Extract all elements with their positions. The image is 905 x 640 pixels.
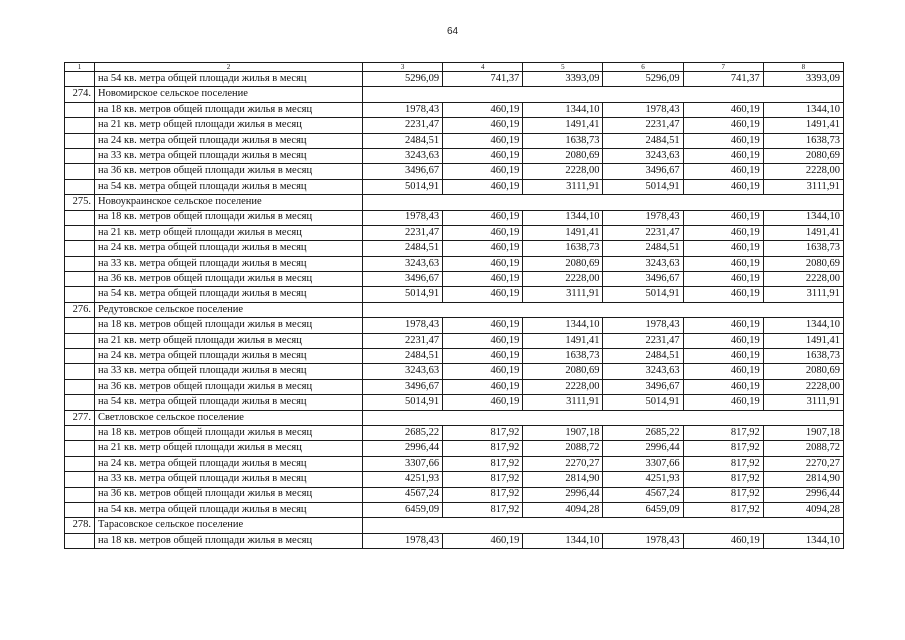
value-cell: 2228,00 [763, 379, 843, 394]
row-description: на 21 кв. метр общей площади жилья в месяц [95, 225, 363, 240]
row-number-cell [65, 210, 95, 225]
table-row [65, 395, 844, 410]
section-title: Новоукраинское сельское поселение [95, 195, 363, 210]
table-row [65, 472, 844, 487]
value-cell: 817,92 [683, 441, 763, 456]
section-number: 277. [65, 410, 95, 425]
value-cell: 3243,63 [603, 364, 683, 379]
value-cell: 4567,24 [363, 487, 443, 502]
table-row [65, 133, 844, 148]
value-cell: 1344,10 [523, 318, 603, 333]
value-cell: 460,19 [683, 118, 763, 133]
value-cell: 1907,18 [523, 425, 603, 440]
value-cell: 2484,51 [363, 241, 443, 256]
section-row [65, 195, 844, 210]
value-cell: 460,19 [683, 533, 763, 548]
value-cell: 460,19 [683, 395, 763, 410]
table-row [65, 318, 844, 333]
value-cell: 460,19 [443, 225, 523, 240]
row-description: на 24 кв. метра общей площади жилья в месяц [95, 133, 363, 148]
row-description: на 21 кв. метр общей площади жилья в месяц [95, 118, 363, 133]
value-cell: 3307,66 [603, 456, 683, 471]
section-title: Светловское сельское поселение [95, 410, 363, 425]
value-cell: 5014,91 [603, 179, 683, 194]
section-blank-cell [363, 302, 844, 317]
value-cell: 460,19 [443, 102, 523, 117]
row-number-cell [65, 487, 95, 502]
value-cell: 1491,41 [523, 333, 603, 348]
value-cell: 3393,09 [763, 72, 843, 87]
row-number-cell [65, 225, 95, 240]
value-cell: 817,92 [443, 472, 523, 487]
row-description: на 21 кв. метр общей площади жилья в месяц [95, 441, 363, 456]
row-description: на 18 кв. метров общей площади жилья в месяц [95, 318, 363, 333]
value-cell: 1491,41 [763, 118, 843, 133]
row-description: на 54 кв. метра общей площади жилья в месяц [95, 502, 363, 517]
value-cell: 4251,93 [363, 472, 443, 487]
value-cell: 460,19 [683, 333, 763, 348]
tariff-table-body [65, 63, 844, 549]
row-number-cell [65, 256, 95, 271]
row-description: на 33 кв. метра общей площади жилья в месяц [95, 148, 363, 163]
table-row [65, 210, 844, 225]
column-number: 2 [95, 63, 363, 72]
value-cell: 460,19 [683, 256, 763, 271]
value-cell: 460,19 [683, 364, 763, 379]
value-cell: 2231,47 [363, 333, 443, 348]
section-number: 274. [65, 87, 95, 102]
row-number-cell [65, 133, 95, 148]
value-cell: 2080,69 [523, 256, 603, 271]
value-cell: 2088,72 [523, 441, 603, 456]
value-cell: 2080,69 [763, 148, 843, 163]
value-cell: 1638,73 [523, 241, 603, 256]
value-cell: 817,92 [443, 502, 523, 517]
value-cell: 1978,43 [603, 533, 683, 548]
row-description: на 18 кв. метров общей площади жилья в месяц [95, 425, 363, 440]
value-cell: 1978,43 [603, 318, 683, 333]
value-cell: 3307,66 [363, 456, 443, 471]
value-cell: 2231,47 [363, 225, 443, 240]
column-number: 6 [603, 63, 683, 72]
row-number-cell [65, 379, 95, 394]
section-number: 278. [65, 518, 95, 533]
row-number-cell [65, 318, 95, 333]
row-number-cell [65, 287, 95, 302]
value-cell: 741,37 [683, 72, 763, 87]
section-number: 276. [65, 302, 95, 317]
value-cell: 2484,51 [603, 241, 683, 256]
row-number-cell [65, 456, 95, 471]
value-cell: 2228,00 [763, 272, 843, 287]
value-cell: 1344,10 [763, 533, 843, 548]
value-cell: 2080,69 [763, 364, 843, 379]
value-cell: 817,92 [443, 441, 523, 456]
value-cell: 817,92 [443, 487, 523, 502]
section-row [65, 410, 844, 425]
value-cell: 817,92 [443, 425, 523, 440]
value-cell: 2996,44 [603, 441, 683, 456]
value-cell: 460,19 [443, 333, 523, 348]
section-row [65, 87, 844, 102]
value-cell: 5014,91 [363, 395, 443, 410]
column-number: 8 [763, 63, 843, 72]
value-cell: 460,19 [683, 164, 763, 179]
value-cell: 5014,91 [363, 179, 443, 194]
row-description: на 54 кв. метра общей площади жилья в месяц [95, 395, 363, 410]
value-cell: 817,92 [683, 425, 763, 440]
value-cell: 460,19 [683, 379, 763, 394]
row-number-cell [65, 333, 95, 348]
value-cell: 460,19 [683, 102, 763, 117]
row-description: на 18 кв. метров общей площади жилья в месяц [95, 210, 363, 225]
section-title: Новомирское сельское поселение [95, 87, 363, 102]
value-cell: 460,19 [683, 287, 763, 302]
row-number-cell [65, 349, 95, 364]
column-number: 5 [523, 63, 603, 72]
value-cell: 460,19 [443, 287, 523, 302]
value-cell: 1491,41 [523, 225, 603, 240]
value-cell: 1978,43 [363, 318, 443, 333]
value-cell: 2228,00 [523, 164, 603, 179]
value-cell: 3243,63 [363, 148, 443, 163]
row-description: на 24 кв. метра общей площади жилья в месяц [95, 456, 363, 471]
value-cell: 2228,00 [763, 164, 843, 179]
section-blank-cell [363, 195, 844, 210]
row-number-cell [65, 118, 95, 133]
table-row [65, 72, 844, 87]
value-cell: 2484,51 [363, 133, 443, 148]
page-number: 64 [446, 26, 459, 37]
table-row [65, 225, 844, 240]
section-title: Редутовское сельское поселение [95, 302, 363, 317]
table-row [65, 148, 844, 163]
table-row [65, 272, 844, 287]
row-number-cell [65, 533, 95, 548]
value-cell: 5296,09 [363, 72, 443, 87]
value-cell: 3496,67 [603, 164, 683, 179]
row-number-cell [65, 441, 95, 456]
tariff-table [64, 62, 844, 549]
row-description: на 33 кв. метра общей площади жилья в месяц [95, 256, 363, 271]
table-row [65, 333, 844, 348]
value-cell: 6459,09 [363, 502, 443, 517]
value-cell: 817,92 [683, 487, 763, 502]
value-cell: 460,19 [683, 349, 763, 364]
table-row [65, 379, 844, 394]
column-number-row [65, 63, 844, 72]
value-cell: 2080,69 [523, 364, 603, 379]
value-cell: 2814,90 [523, 472, 603, 487]
value-cell: 460,19 [683, 179, 763, 194]
value-cell: 460,19 [683, 241, 763, 256]
value-cell: 1978,43 [603, 210, 683, 225]
value-cell: 2996,44 [523, 487, 603, 502]
value-cell: 2231,47 [603, 333, 683, 348]
value-cell: 817,92 [683, 502, 763, 517]
row-description: на 54 кв. метра общей площади жилья в месяц [95, 287, 363, 302]
value-cell: 2685,22 [363, 425, 443, 440]
row-description: на 36 кв. метров общей площади жилья в месяц [95, 379, 363, 394]
value-cell: 460,19 [443, 118, 523, 133]
value-cell: 2080,69 [763, 256, 843, 271]
value-cell: 1344,10 [523, 102, 603, 117]
value-cell: 1638,73 [523, 349, 603, 364]
value-cell: 6459,09 [603, 502, 683, 517]
section-title: Тарасовское сельское поселение [95, 518, 363, 533]
section-number: 275. [65, 195, 95, 210]
column-number: 3 [363, 63, 443, 72]
value-cell: 460,19 [443, 395, 523, 410]
value-cell: 4094,28 [523, 502, 603, 517]
value-cell: 4251,93 [603, 472, 683, 487]
value-cell: 3393,09 [523, 72, 603, 87]
value-cell: 460,19 [443, 133, 523, 148]
value-cell: 1978,43 [603, 102, 683, 117]
value-cell: 3496,67 [363, 379, 443, 394]
table-row [65, 364, 844, 379]
table-row [65, 287, 844, 302]
table-row [65, 241, 844, 256]
value-cell: 1344,10 [763, 210, 843, 225]
row-description: на 54 кв. метра общей площади жилья в месяц [95, 72, 363, 87]
row-description: на 36 кв. метров общей площади жилья в месяц [95, 272, 363, 287]
value-cell: 460,19 [443, 256, 523, 271]
value-cell: 5014,91 [363, 287, 443, 302]
section-row [65, 302, 844, 317]
table-row [65, 456, 844, 471]
row-description: на 21 кв. метр общей площади жилья в месяц [95, 333, 363, 348]
value-cell: 460,19 [683, 148, 763, 163]
value-cell: 3496,67 [363, 272, 443, 287]
value-cell: 460,19 [443, 379, 523, 394]
value-cell: 3243,63 [603, 148, 683, 163]
table-row [65, 118, 844, 133]
value-cell: 1978,43 [363, 210, 443, 225]
row-description: на 18 кв. метров общей площади жилья в месяц [95, 102, 363, 117]
table-row [65, 349, 844, 364]
table-row [65, 179, 844, 194]
row-description: на 33 кв. метра общей площади жилья в месяц [95, 364, 363, 379]
value-cell: 460,19 [683, 225, 763, 240]
value-cell: 5014,91 [603, 287, 683, 302]
row-number-cell [65, 164, 95, 179]
value-cell: 460,19 [683, 272, 763, 287]
section-row [65, 518, 844, 533]
value-cell: 817,92 [443, 456, 523, 471]
value-cell: 2270,27 [763, 456, 843, 471]
value-cell: 2484,51 [603, 349, 683, 364]
row-description: на 18 кв. метров общей площади жилья в месяц [95, 533, 363, 548]
section-blank-cell [363, 518, 844, 533]
row-number-cell [65, 425, 95, 440]
row-number-cell [65, 364, 95, 379]
value-cell: 1638,73 [763, 349, 843, 364]
value-cell: 2685,22 [603, 425, 683, 440]
value-cell: 2231,47 [603, 225, 683, 240]
value-cell: 2270,27 [523, 456, 603, 471]
row-description: на 24 кв. метра общей площади жилья в месяц [95, 241, 363, 256]
value-cell: 2228,00 [523, 379, 603, 394]
value-cell: 1638,73 [763, 241, 843, 256]
table-row [65, 533, 844, 548]
value-cell: 2996,44 [363, 441, 443, 456]
value-cell: 2814,90 [763, 472, 843, 487]
value-cell: 2231,47 [363, 118, 443, 133]
value-cell: 3243,63 [363, 256, 443, 271]
value-cell: 4567,24 [603, 487, 683, 502]
table-row [65, 256, 844, 271]
value-cell: 5014,91 [603, 395, 683, 410]
value-cell: 460,19 [443, 272, 523, 287]
value-cell: 1978,43 [363, 102, 443, 117]
row-number-cell [65, 148, 95, 163]
value-cell: 3111,91 [763, 395, 843, 410]
row-number-cell [65, 241, 95, 256]
value-cell: 1978,43 [363, 533, 443, 548]
value-cell: 3111,91 [763, 287, 843, 302]
value-cell: 2231,47 [603, 118, 683, 133]
value-cell: 3111,91 [523, 395, 603, 410]
row-number-cell [65, 272, 95, 287]
value-cell: 2484,51 [603, 133, 683, 148]
value-cell: 1638,73 [523, 133, 603, 148]
section-blank-cell [363, 410, 844, 425]
value-cell: 1907,18 [763, 425, 843, 440]
value-cell: 460,19 [443, 164, 523, 179]
value-cell: 1344,10 [763, 318, 843, 333]
value-cell: 3496,67 [603, 379, 683, 394]
value-cell: 460,19 [443, 533, 523, 548]
column-number: 4 [443, 63, 523, 72]
row-description: на 33 кв. метра общей площади жилья в месяц [95, 472, 363, 487]
row-description: на 36 кв. метров общей площади жилья в месяц [95, 164, 363, 179]
value-cell: 3111,91 [523, 179, 603, 194]
value-cell: 460,19 [443, 148, 523, 163]
table-row [65, 164, 844, 179]
row-number-cell [65, 179, 95, 194]
value-cell: 4094,28 [763, 502, 843, 517]
section-blank-cell [363, 87, 844, 102]
row-description: на 24 кв. метра общей площади жилья в месяц [95, 349, 363, 364]
column-number: 1 [65, 63, 95, 72]
row-description: на 36 кв. метров общей площади жилья в месяц [95, 487, 363, 502]
value-cell: 5296,09 [603, 72, 683, 87]
row-number-cell [65, 472, 95, 487]
value-cell: 460,19 [683, 133, 763, 148]
value-cell: 460,19 [443, 241, 523, 256]
value-cell: 2484,51 [363, 349, 443, 364]
value-cell: 2080,69 [523, 148, 603, 163]
row-number-cell [65, 502, 95, 517]
column-number: 7 [683, 63, 763, 72]
value-cell: 2088,72 [763, 441, 843, 456]
value-cell: 460,19 [443, 179, 523, 194]
row-number-cell [65, 102, 95, 117]
value-cell: 1491,41 [763, 333, 843, 348]
row-number-cell [65, 395, 95, 410]
value-cell: 3496,67 [363, 164, 443, 179]
value-cell: 1344,10 [763, 102, 843, 117]
value-cell: 1491,41 [763, 225, 843, 240]
value-cell: 460,19 [683, 318, 763, 333]
value-cell: 741,37 [443, 72, 523, 87]
value-cell: 817,92 [683, 456, 763, 471]
table-row [65, 102, 844, 117]
value-cell: 460,19 [443, 210, 523, 225]
value-cell: 460,19 [443, 318, 523, 333]
row-number-cell [65, 72, 95, 87]
value-cell: 1491,41 [523, 118, 603, 133]
table-row [65, 502, 844, 517]
value-cell: 817,92 [683, 472, 763, 487]
value-cell: 1344,10 [523, 533, 603, 548]
value-cell: 3111,91 [763, 179, 843, 194]
table-row [65, 487, 844, 502]
value-cell: 2228,00 [523, 272, 603, 287]
value-cell: 3111,91 [523, 287, 603, 302]
value-cell: 460,19 [443, 364, 523, 379]
value-cell: 460,19 [443, 349, 523, 364]
value-cell: 3243,63 [603, 256, 683, 271]
value-cell: 3496,67 [603, 272, 683, 287]
table-row [65, 441, 844, 456]
value-cell: 2996,44 [763, 487, 843, 502]
value-cell: 460,19 [683, 210, 763, 225]
value-cell: 1638,73 [763, 133, 843, 148]
value-cell: 3243,63 [363, 364, 443, 379]
value-cell: 1344,10 [523, 210, 603, 225]
row-description: на 54 кв. метра общей площади жилья в месяц [95, 179, 363, 194]
table-row [65, 425, 844, 440]
